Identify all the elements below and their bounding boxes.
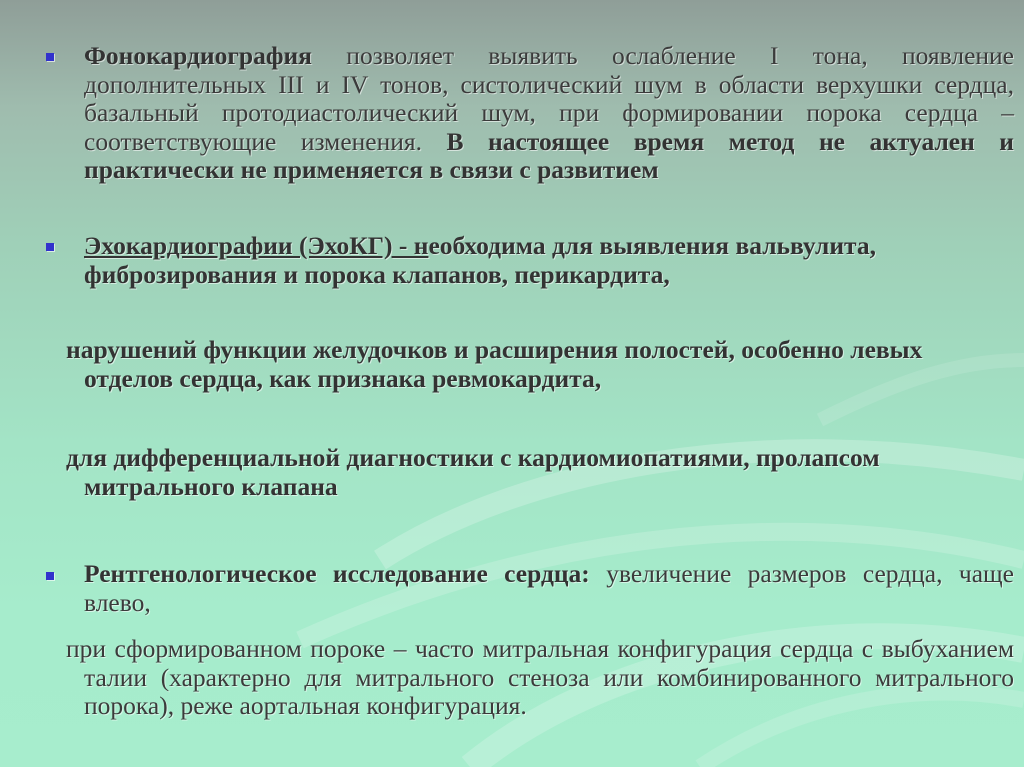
bullet-marker-2 (46, 243, 54, 251)
radiography-continuation-1 (66, 634, 1014, 721)
echocardiography-description: еобходима для выявления вальвулита, фиброзирования и порока клапанов, перикардита, (84, 231, 876, 289)
bullet-radiography (84, 560, 1014, 617)
phonocardiography-note: В настоящее время метод не актуален и практически не применяется в связи с развитием (84, 126, 1015, 184)
term-phonocardiography: Фонокардиография (84, 41, 312, 70)
bullet-echocardiography (84, 232, 1014, 289)
echocardiography-continuation-1-text: нарушений функции желудочков и расширения полостей, особенно левых отделов сердца, как признака ревмокардита, (66, 335, 923, 393)
term-radiography: Рентгенологическое исследование сердца: (84, 559, 590, 588)
echocardiography-continuation-1 (66, 335, 1014, 393)
echocardiography-continuation-2-text: для дифференциальной диагностики с кардиомиопатиями, пролапсом митрального клапана (66, 443, 880, 501)
phonocardiography-description: позволяет выявить ослабление I тона, появление дополнительных III и IV тонов, систолический шум в области верхушки сердца, базальный протодиастолический шум, при формировании порока сердца – соответствующие изменения. (84, 41, 1014, 156)
echocardiography-continuation-2 (66, 443, 1014, 501)
term-echocardiography: Эхокардиографии (ЭхоКГ) - н (84, 231, 429, 260)
bullet-marker-1 (46, 53, 54, 61)
radiography-description: увеличение размеров сердца, чаще влево, (84, 559, 1014, 617)
bullet-phonocardiography (84, 42, 1014, 185)
radiography-continuation-1-text: при сформированном пороке – часто митральная конфигурация сердца с выбуханием талии (характерно для митрального стеноза или комбинированного митрального порока), реже аортальная конфигурация. (66, 634, 1014, 720)
bullet-marker-3 (46, 572, 54, 580)
